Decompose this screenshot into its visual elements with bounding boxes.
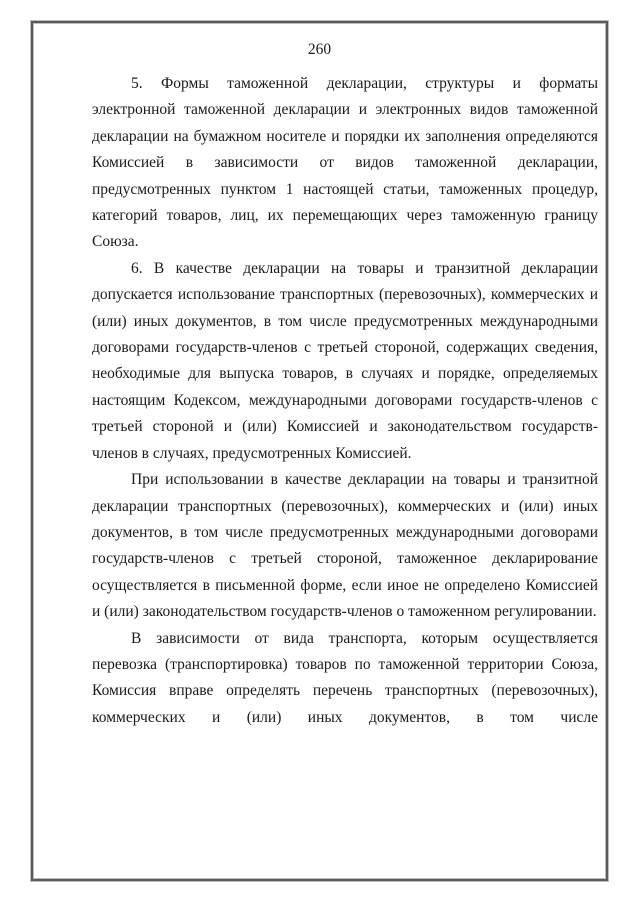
text-line: декларации, предусмотренных пунктом 1 настоящей статьи,: [92, 154, 599, 198]
text-line: таможенное декларирование осуществляется в письменной форме,: [92, 550, 599, 594]
paragraph-6: [92, 256, 598, 467]
paragraph-6-part-2: [92, 467, 598, 625]
text-line: договорами государств-членов с третьей стороной и (или) Комиссией: [92, 391, 599, 436]
paragraph-6-part-3: [92, 626, 598, 732]
text-line: и транзитной декларации транспортных (перевозочных), коммерческих: [92, 471, 598, 515]
text-line: 5. Формы таможенной декларации, структуры и форматы: [131, 75, 598, 92]
text-line: коммерческих и (или) иных документов, в том числе предусмотренных: [92, 286, 599, 330]
paragraph-5: [92, 71, 598, 256]
text-line: допускается использование транспортных (перевозочных),: [92, 286, 486, 304]
text-line: 6. В качестве декларации на товары и транзитной декларации: [131, 259, 598, 277]
text-line: определяются Комиссией в зависимости от видов таможенной: [92, 127, 598, 172]
text-line: перевозка (транспортировка) товаров по таможенной территории: [92, 655, 544, 673]
text-line: декларации на бумажном носителе и порядки их заполнения: [92, 127, 501, 145]
page-number: 260: [307, 41, 332, 58]
text-line: международными договорами государств-членов с третьей стороной,: [92, 523, 599, 568]
text-line: через таможенную границу Союза.: [92, 207, 599, 251]
text-line: и законодательством государств-членов в случаях, предусмотренных: [92, 418, 599, 462]
text-line: (перевозочных), коммерческих и (или) иных документов, в том числе: [92, 682, 598, 726]
text-line: и порядке, определяемых настоящим Кодексом, международными: [92, 365, 599, 409]
text-line: государств-членов о таможенном регулировании.: [270, 603, 597, 621]
text-line: таможенных процедур, категорий товаров, лиц, их перемещающих: [92, 180, 598, 225]
text-line: электронной таможенной декларации и электронных видов таможенной: [92, 101, 598, 119]
text-line: содержащих сведения, необходимые для выпуска товаров, в случаях: [92, 339, 598, 383]
document-body: [92, 71, 598, 731]
document-page: [31, 21, 608, 881]
text-line: При использовании в качестве декларации на товары: [131, 471, 501, 489]
text-line: международными договорами государств-членов с третьей стороной,: [92, 312, 598, 357]
text-line: В зависимости от вида транспорта, которым осуществляется: [131, 629, 598, 647]
text-line: если иное не определено Комиссией и (или) законодательством: [92, 576, 598, 621]
text-line: и (или) иных документов, в том числе предусмотренных: [92, 497, 598, 541]
text-line: Союза, Комиссия вправе определять перечень транспортных: [92, 655, 598, 700]
text-line: Комиссией.: [335, 444, 412, 462]
